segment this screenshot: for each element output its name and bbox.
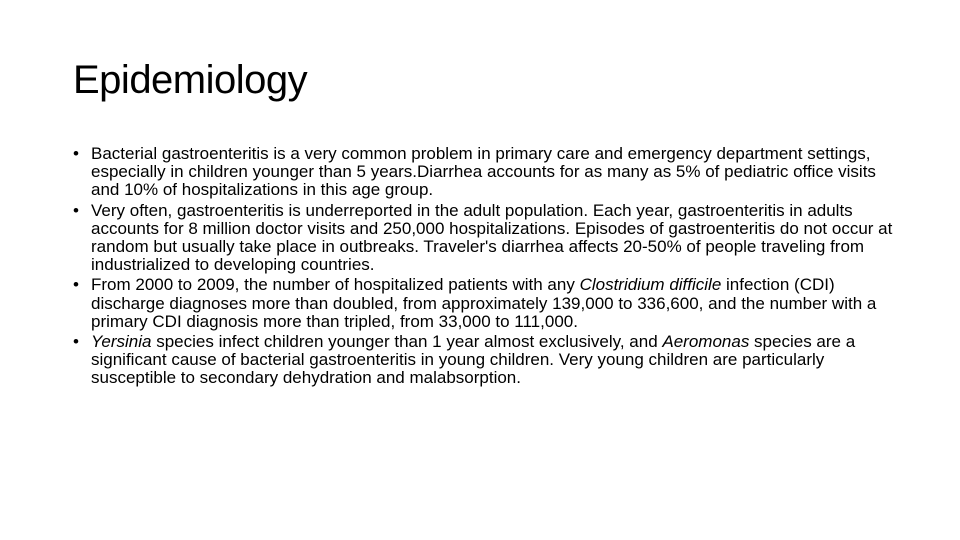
bullet-item	[73, 333, 903, 388]
bullet-segment-italic: Clostridium difficile	[579, 275, 722, 295]
bullet-segment-italic: Aeromonas	[662, 332, 750, 352]
bullet-icon: •	[73, 200, 79, 220]
bullet-text	[91, 201, 892, 275]
bullet-icon: •	[73, 144, 79, 163]
bullet-item	[73, 202, 903, 275]
slide-title: Epidemiology	[73, 58, 308, 102]
bullet-segment: species are a significant cause of bacterial gastroenteritis in young children. Very young children are particularly susceptible to secondary dehydration and malabsorption.	[91, 332, 856, 388]
bullet-segment: species infect children younger than 1 year almost exclusively, and	[151, 332, 663, 352]
bullet-icon: •	[73, 332, 79, 352]
bullet-segment: Bacterial gastroenteritis is a very common problem in primary care and emergency department settings, especially in children younger than 5 years.Diarrhea accounts for as many as 5% of pediatric office visits and 10% of hospitalizations in this age group.	[91, 144, 876, 200]
bullet-segment-italic: Yersinia	[91, 332, 152, 352]
bullet-text	[91, 144, 876, 199]
bullet-text	[91, 332, 855, 387]
bullet-segment: From 2000 to 2009, the number of hospitalized patients with any	[91, 275, 580, 295]
bullet-segment: infection (CDI) discharge diagnoses more than doubled, from approximately 139,000 to 336,600, and the number with a primary CDI diagnosis more than tripled, from 33,000 to 111,000.	[91, 275, 877, 331]
bullet-text	[91, 275, 876, 330]
bullet-icon: •	[73, 275, 79, 295]
bullet-item	[73, 276, 903, 331]
bullet-list	[73, 145, 903, 390]
bullet-item	[73, 145, 903, 200]
bullet-segment: Very often, gastroenteritis is underreported in the adult population. Each year, gastroenteritis in adults accounts for 8 million doctor visits and 250,000 hospitalizations. Episodes of gastroenteritis do not occur at random but usually take place in outbreaks. Traveler's diarrhea affects 20-50% of people traveling from industrialized to developing countries.	[91, 200, 893, 275]
